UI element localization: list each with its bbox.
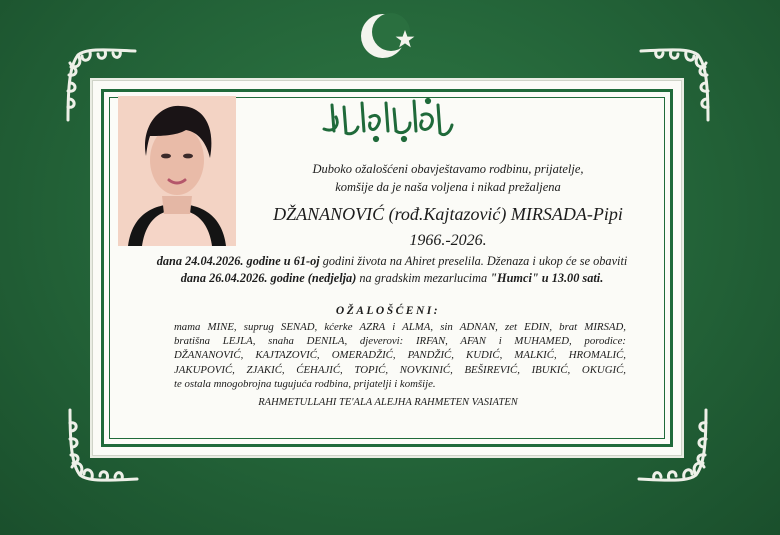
deceased-years: 1966.-2026.	[409, 232, 487, 249]
mourners-title: OŽALOŠĆENI:	[335, 305, 441, 317]
mourners-list	[174, 320, 626, 391]
death-notice	[112, 253, 672, 287]
deceased-name: DŽANANOVIĆ (rođ.Kajtazović) MIRSADA-Pipi	[273, 204, 623, 224]
intro-line-1: Duboko ožalošćeni obavještavamo rodbinu, prijatelje,	[312, 162, 584, 176]
funeral-location-text: na gradskim mezarlucima	[356, 271, 491, 285]
mourners-line: mama MINE, suprug SENAD, kćerke AZRA i ALMA, sin ADNAN, zet EDIN, brat MIRSAD,	[174, 321, 626, 333]
mourners-line: te ostala mnogobrojna tugujuća rodbina, prijatelji i komšije.	[174, 377, 436, 390]
arabic-calligraphy-icon	[318, 95, 458, 143]
closing-prayer: RAHMETULLAHI TE'ALA ALEJHA RAHMETEN VASIATEN	[258, 397, 518, 408]
portrait-photo	[118, 96, 236, 246]
death-date: dana 24.04.2026. godine u 61-oj	[156, 254, 320, 268]
death-notice-text-1: godini života na Ahiret preselila. Dženaza i ukop će se obaviti	[319, 254, 628, 268]
mourners-line: JAKUPOVIĆ, ZJAKIĆ, ĆEHAJIĆ, TOPIĆ, NOVKINIĆ, BEŠIREVIĆ, IBUKIĆ, OKUGIĆ,	[174, 363, 626, 376]
intro-line-2: komšije da je naša voljena i nikad prežaljena	[335, 180, 561, 194]
crescent-star-icon	[355, 8, 425, 68]
funeral-place-time: "Humci" u 13.00 sati.	[490, 271, 604, 285]
mourners-line: bratišna LEJLA, snaha DENILA, djeverovi: IRFAN, AFAN i MUHAMED, porodice:	[174, 335, 626, 348]
funeral-date: dana 26.04.2026. godine (nedjelja)	[180, 271, 357, 285]
death-notice-line-2	[112, 270, 672, 287]
mourners-line: DŽANANOVIĆ, KAJTAZOVIĆ, OMERADŽIĆ, PANDŽIĆ, KUDIĆ, MALKIĆ, HROMALIĆ,	[174, 349, 626, 362]
death-notice-line-1	[112, 253, 672, 270]
